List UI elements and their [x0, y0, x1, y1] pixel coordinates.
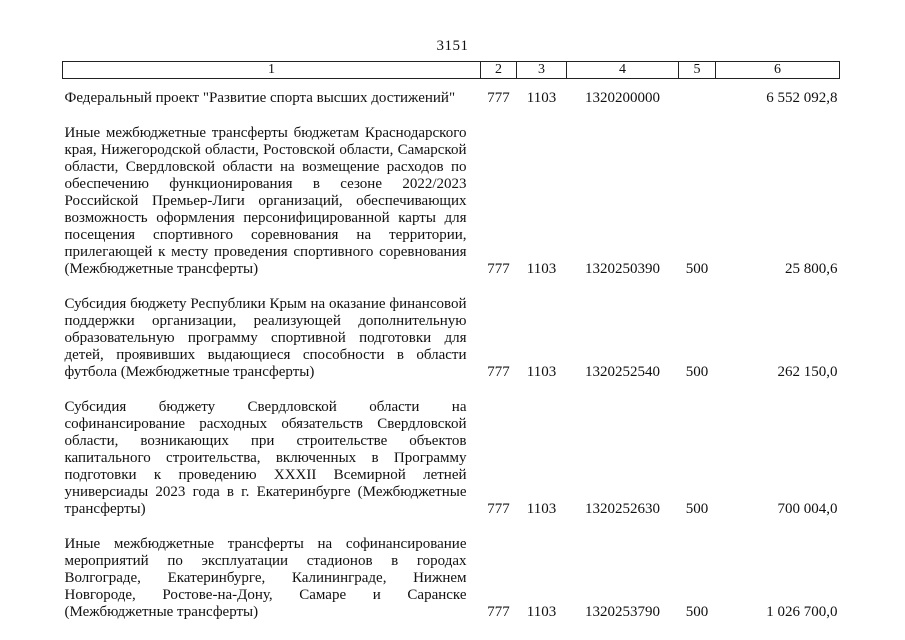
row-col-6: 262 150,0 [777, 364, 838, 380]
row-name-text: Иные межбюджетные трансферты на софинансирование мероприятий по эксплуатации стадионов в городах Волгограде, Екатеринбурге, Калининграде, Нижнем Новгороде, Ростове-на-Дону, Самаре и Саранске (Межбюджетные трансферты) [64, 536, 467, 620]
page-number: 3151 [436, 38, 469, 54]
row-col-4: 1320250390 [585, 261, 660, 277]
row-col-6: 700 004,0 [777, 501, 838, 517]
row-col-4: 1320252540 [585, 364, 660, 380]
row-col-4: 1320253790 [585, 604, 660, 620]
header-col-5: 5 [679, 62, 716, 79]
row-name [63, 79, 481, 116]
table-row [63, 526, 840, 629]
header-col-6: 6 [716, 62, 840, 79]
budget-table [62, 61, 840, 629]
row-name-text: Иные межбюджетные трансферты бюджетам Краснодарского края, Нижегородской области, Ростовской области, Самарской области, Свердловской области на возмещение расходов по обеспечению функционирования в сезоне 2022/2023 Российской Премьер-Лиги организаций, обеспечивающих возможность оформления персонифицированной карты для посещения спортивного соревнования на территории, прилегающей к месту проведения спортивного соревнования (Межбюджетные трансферты) [64, 125, 467, 277]
table-row [63, 286, 840, 389]
row-col-6: 25 800,6 [785, 261, 838, 277]
row-name [63, 389, 481, 526]
table-header [63, 62, 840, 79]
row-col-2: 777 [487, 90, 510, 106]
row-col-2: 777 [487, 501, 510, 517]
row-col-6: 1 026 700,0 [766, 604, 838, 620]
row-col-3: 1103 [526, 261, 557, 277]
table-row [63, 389, 840, 526]
header-col-4: 4 [567, 62, 679, 79]
row-col-5: 500 [685, 261, 709, 277]
row-col-4: 1320200000 [585, 90, 660, 106]
row-col-5: 500 [685, 364, 709, 380]
row-col-6: 6 552 092,8 [766, 90, 838, 106]
row-col-3: 1103 [526, 501, 557, 517]
row-col-5: 500 [685, 604, 709, 620]
row-col-3: 1103 [526, 364, 557, 380]
row-name-text: Субсидия бюджету Республики Крым на оказание финансовой поддержки организации, реализующей дополнительную образовательную программу спортивной подготовки для детей, проявивших выдающиеся способности в области футбола (Межбюджетные трансферты) [64, 296, 467, 380]
row-col-4: 1320252630 [585, 501, 660, 517]
table-row [63, 115, 840, 286]
row-name-text: Федеральный проект "Развитие спорта высших достижений" [64, 90, 456, 106]
header-col-1: 1 [63, 62, 481, 79]
row-name [63, 115, 481, 286]
row-col-2: 777 [487, 604, 510, 620]
row-col-5: 500 [685, 501, 709, 517]
header-row [63, 62, 840, 79]
row-col-3: 1103 [526, 604, 557, 620]
row-name [63, 286, 481, 389]
row-name [63, 526, 481, 629]
row-name-text: Субсидия бюджету Свердловской области на софинансирование расходных обязательств Свердловской области, возникающих при строительстве объектов капитального строительства, включенных в Программу подготовки к проведению XXXII Всемирной летней универсиады 2023 года в г. Екатеринбурге (Межбюджетные трансферты) [64, 399, 467, 517]
row-col-2: 777 [487, 261, 510, 277]
table-row [63, 79, 840, 116]
header-col-3: 3 [517, 62, 567, 79]
row-col-2: 777 [487, 364, 510, 380]
row-col-5 [679, 79, 716, 116]
table-body [63, 79, 840, 630]
row-col-3: 1103 [526, 90, 557, 106]
header-col-2: 2 [481, 62, 517, 79]
